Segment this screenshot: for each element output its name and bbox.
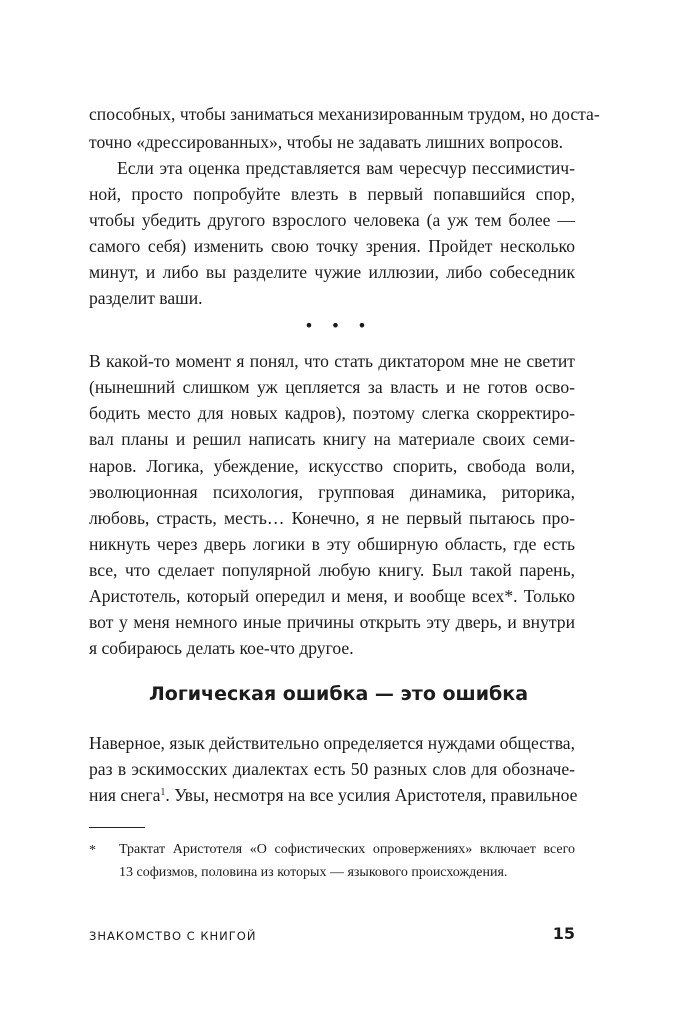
footnote-line: 13 софизмов, половина из которых — языкового происхождения. xyxy=(119,865,508,880)
text-line: точно «дрессированных», чтобы не задавать лишних вопросов. xyxy=(89,132,564,152)
text-line: бодить место для новых кадров), поэтому слегка скорректиро- xyxy=(89,403,575,423)
text-line: никнуть через дверь логики в эту обширную область, где есть xyxy=(89,534,575,554)
text-line: вот у меня немного иные причины открыть эту дверь, и внутри xyxy=(89,612,575,632)
text-fragment: ния снега xyxy=(89,785,161,805)
running-head: ЗНАКОМСТВО С КНИГОЙ xyxy=(89,929,257,943)
text-line: ной, просто попробуйте влезть в первый попавшийся спор, xyxy=(89,184,575,204)
page-number: 15 xyxy=(552,924,575,943)
footnote-rule xyxy=(89,827,145,828)
text-line: раз в эскимосских диалектах есть 50 разных слов для обозначе- xyxy=(89,759,575,779)
text-line: Если эта оценка представляется вам чересчур пессимистич- xyxy=(117,158,575,178)
text-line: все, что сделает популярной любую книгу. Был такой парень, xyxy=(89,560,575,580)
text-line: В какой-то момент я понял, что стать диктатором мне не светит xyxy=(89,351,575,371)
text-fragment: . Увы, несмотря на все усилия Аристотеля, правильное xyxy=(165,785,578,805)
text-line: чтобы убедить другого взрослого человека (а уж тем более — xyxy=(89,210,575,230)
section-heading: Логическая ошибка — это ошибка xyxy=(148,683,529,705)
text-line: разделит ваши. xyxy=(89,288,203,308)
text-line: самого себя) изменить свою точку зрения. Пройдет несколько xyxy=(89,236,575,256)
footnote-marker: * xyxy=(89,843,96,858)
text-line: наров. Логика, убеждение, искусство спорить, свобода воли, xyxy=(89,456,575,476)
text-line: Аристотель, который опередил и меня, и вообще всех*. Только xyxy=(89,586,575,606)
text-line xyxy=(89,781,578,809)
text-line: вал планы и решил написать книгу на материале своих семи- xyxy=(89,429,575,449)
text-line: (нынешний слишком уж цепляется за власть и не готов осво- xyxy=(89,377,575,397)
footnote-line: Трактат Аристотеля «О софистических опровержениях» включает всего xyxy=(119,842,575,857)
text-line: минут, и либо вы разделите чужие иллюзии, либо собеседник xyxy=(89,262,575,282)
text-line: Наверное, язык действительно определяется нуждами общества, xyxy=(89,733,575,753)
text-line: я собираюсь делать кое-что другое. xyxy=(89,638,354,658)
footnote-reference: 1 xyxy=(160,787,166,798)
text-line: любовь, страсть, месть… Конечно, я не первый пытаюсь про- xyxy=(89,508,575,528)
text-line: способных, чтобы заниматься механизированным трудом, но доста- xyxy=(89,104,600,124)
text-line: эволюционная психология, групповая динамика, риторика, xyxy=(89,482,575,502)
section-separator: • • • xyxy=(304,316,373,335)
